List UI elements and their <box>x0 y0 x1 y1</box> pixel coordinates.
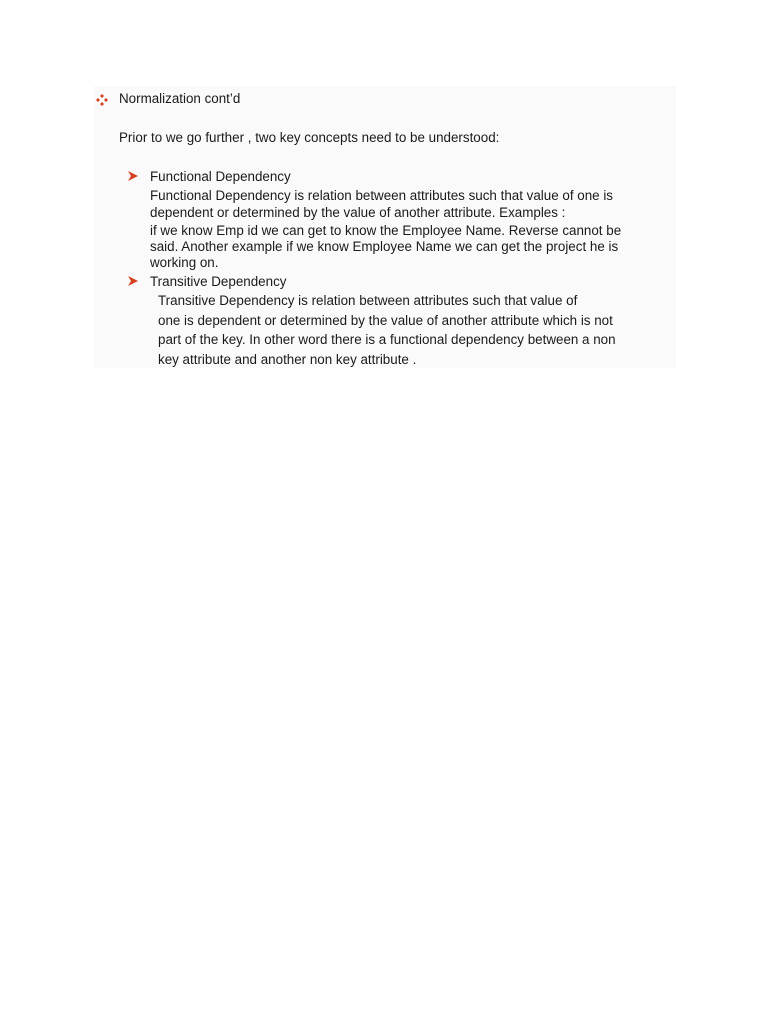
functional-example-line: working on. <box>150 255 219 270</box>
intro-text: Prior to we go further , two key concepts need to be understood: <box>119 130 500 145</box>
transitive-definition-line: key attribute and another non key attribute . <box>158 352 417 367</box>
functional-dependency-title: Functional Dependency <box>150 169 291 184</box>
functional-example-line: said. Another example if we know Employee Name we can get the project he is <box>150 239 619 254</box>
arrowhead-bullet-icon <box>127 170 139 182</box>
section-heading: Normalization cont’d <box>119 91 241 106</box>
transitive-definition-line: Transitive Dependency is relation between attributes such that value of <box>158 293 578 308</box>
four-diamond-bullet-icon <box>95 93 109 107</box>
transitive-dependency-title: Transitive Dependency <box>150 274 287 289</box>
transitive-definition-line: part of the key. In other word there is a functional dependency between a non <box>158 332 616 347</box>
functional-example-line: if we know Emp id we can get to know the Employee Name. Reverse cannot be <box>150 223 622 238</box>
functional-definition-line: Functional Dependency is relation between attributes such that value of one is <box>150 188 614 203</box>
transitive-definition-line: one is dependent or determined by the value of another attribute which is not <box>158 313 613 328</box>
functional-definition-line: dependent or determined by the value of another attribute. Examples : <box>150 205 566 220</box>
arrowhead-bullet-icon <box>127 275 139 287</box>
